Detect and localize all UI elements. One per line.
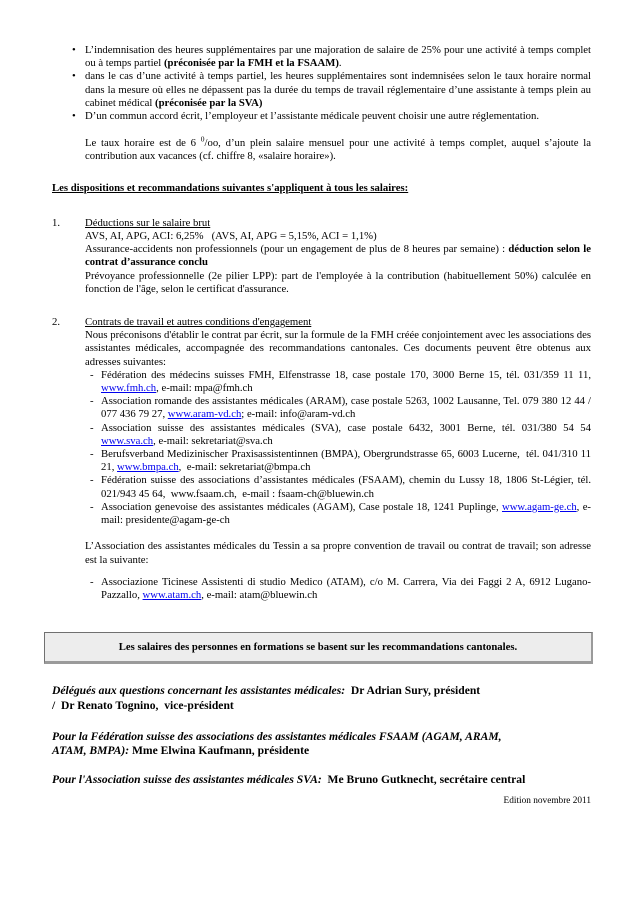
address-item-fmh: [85, 369, 591, 395]
numbered-item-contracts: [52, 316, 591, 602]
numbered-item-deductions: [52, 217, 591, 296]
bullet-item: [52, 44, 591, 70]
paragraph-avs-rates: AVS, AI, APG, ACI: 6,25% (AVS, AI, APG = 5,15%, ACI = 1,1%): [85, 230, 377, 243]
hyperlink[interactable]: www.sva.ch: [101, 434, 154, 447]
bullet-item: [52, 70, 591, 110]
address-item-agam: [85, 501, 591, 527]
dash-marker: -: [90, 368, 94, 381]
apprentice-salary-text: Les salaires des personnes en formations se basent sur les recommandations cantonales.: [118, 641, 518, 654]
signature-delegates: Délégués aux questions concernant les assistantes médicales: Dr Adrian Sury, président / Dr Renato Tognino, vice-président: [52, 684, 481, 712]
dash-marker: -: [90, 474, 94, 487]
hyperlink[interactable]: www.atam.ch: [142, 588, 202, 601]
bullet-text-overtime-indemnity: L’indemnisation des heures supplémentaires par une majoration de salaire de 25% pour une activité à temps complet ou à temps partiel (préconisée par la FMH et la FSAAM).: [85, 44, 591, 70]
address-text: Berufsverband Medizinischer Praxisassistentinnen (BMPA), Obergrundstrasse 65, 6003 Lucerne, tél. 041/310 11 21, www.bmpa.ch, e-mail: sekretariat@bmpa.ch: [101, 448, 591, 474]
section-heading-dispositions: Les dispositions et recommandations suivantes s'appliquent à tous les salaires:: [52, 181, 409, 194]
dash-marker: -: [90, 500, 94, 513]
address-item-bmpa: [85, 448, 591, 474]
dash-marker: -: [90, 448, 94, 461]
signature-fsaam: Pour la Fédération suisse des associations des assistantes médicales FSAAM (AGAM, ARAM, ATAM, BMPA): Mme Elwina Kaufmann, présidente: [52, 729, 502, 758]
item-title-deductions: Déductions sur le salaire brut: [85, 216, 211, 229]
dash-marker: -: [90, 395, 94, 408]
edition-note: Edition novembre 2011: [503, 796, 591, 807]
item-number: 1.: [52, 216, 61, 229]
signature-sva: Pour l'Association suisse des assistantes médicales SVA: Me Bruno Gutknecht, secrétaire central: [52, 772, 526, 786]
hyperlink[interactable]: www.aram-vd.ch: [167, 408, 242, 421]
address-item-aram: [85, 395, 591, 421]
address-text: Associazione Ticinese Assistenti di studio Medico (ATAM), c/o M. Carrera, Via dei Faggi 2 A, 6912 Lugano-Pazzallo, www.atam.ch, e-mail: atam@bluewin.ch: [101, 575, 591, 601]
hyperlink[interactable]: www.fmh.ch: [101, 382, 157, 395]
address-item-fsaam: [85, 474, 591, 500]
bullet-marker: •: [72, 44, 76, 56]
hyperlink[interactable]: www.bmpa.ch: [117, 461, 179, 474]
paragraph-accident-insurance: Assurance-accidents non professionnels (pour un engagement de plus de 8 heures par semaine) : déduction selon le contrat d’assurance conclu: [85, 243, 591, 269]
item-title-contracts: Contrats de travail et autres conditions d'engagement: [85, 316, 312, 329]
bullet-text-parttime-rule: dans le cas d’une activité à temps partiel, les heures supplémentaires sont indemnisées selon le taux horaire normal dans la mesure où elles ne dépassent pas la durée du temps de travail réglementaire d’une assistante à temps plein au cabinet médical (préconisée par la SVA): [85, 70, 591, 109]
bullet-text-mutual-agreement: D’un commun accord écrit, l’employeur et l’assistante médicale peuvent choisir une autre réglementation.: [85, 110, 540, 123]
paragraph-tessin: L’Association des assistantes médicales du Tessin a sa propre convention de travail ou contrat de travail; son adresse est la suivante:: [85, 540, 591, 566]
bullet-marker: •: [72, 70, 76, 83]
address-text: Fédération des médecins suisses FMH, Elfenstrasse 18, case postale 170, 3000 Berne 15, tél. 031/359 11 11, www.fmh.ch, e-mail: mpa@fmh.ch: [101, 368, 591, 395]
address-text: Fédération suisse des associations d’assistantes médicales (FSAAM), chemin du Lussy 18, 1806 St-Légier, tél. 021/943 45 64, www.fsaam.ch, e-mail : fsaam-ch@bluewin.ch: [101, 474, 591, 500]
paragraph-contracts-intro: Nous préconisons d'établir le contrat par écrit, sur la formule de la FMH créée conjointement avec les associations des assistantes médicales, accompagnée des recommandations cantonales. Ces documents peuvent être obtenus aux adresses suivantes:: [85, 329, 591, 368]
address-item-sva: [85, 422, 591, 448]
dash-marker: -: [90, 575, 94, 588]
bullet-list: [52, 44, 591, 123]
hourly-rate-paragraph: Le taux horaire est de 6 $^0$/oo, d’un plein salaire mensuel pour une activité à temps complet, auquel s’ajoute la contribution aux vacances (cf. chiffre 8, «salaire horaire»).: [85, 134, 591, 163]
address-text: Association suisse des assistantes médicales (SVA), case postale 6432, 3001 Berne, tél. 031/380 54 54 www.sva.ch, e-mail: sekretariat@sva.ch: [101, 421, 591, 447]
bullet-marker: •: [72, 110, 76, 123]
bullet-item: [52, 110, 591, 123]
item-number: 2.: [52, 316, 61, 329]
address-item-atam: [85, 576, 591, 602]
hyperlink[interactable]: www.agam-ge.ch: [501, 500, 577, 513]
address-text: Association genevoise des assistantes médicales (AGAM), Case postale 18, 1241 Puplinge, www.agam-ge.ch, e-mail: presidente@agam-ge-ch: [101, 500, 591, 527]
dash-marker: -: [90, 421, 94, 434]
apprentice-salary-box: [44, 632, 593, 664]
paragraph-lpp: Prévoyance professionnelle (2e pilier LPP): part de l'employée à la contribution (habituellement 50%) calculée en fonction de l'âge, selon le certificat d'assurance.: [85, 269, 591, 295]
address-text: Association romande des assistantes médicales (ARAM), case postale 5263, 1002 Lausanne, Tel. 079 380 12 44 / 077 436 79 27, www.aram-vd.ch; e-mail: info@aram-vd.ch: [101, 395, 591, 421]
